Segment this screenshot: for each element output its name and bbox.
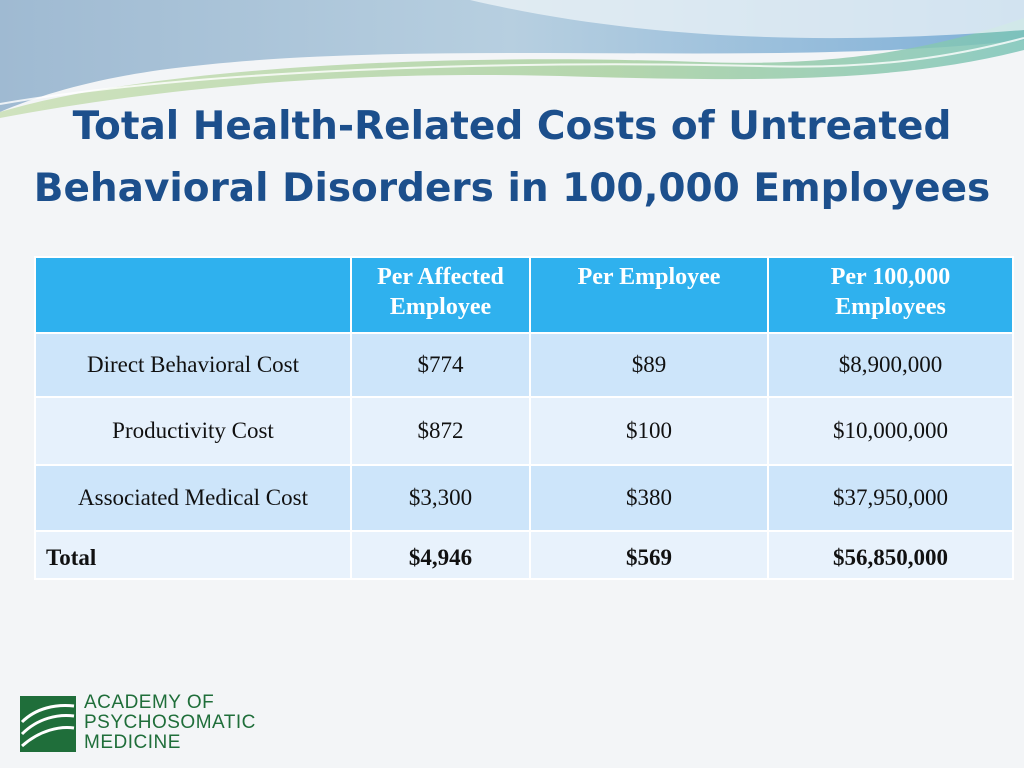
header-per-affected-employee-label: Per Affected Employee <box>377 264 504 320</box>
table-row-productivity-cost <box>35 397 1013 465</box>
cell-per-100000-employees: $8,900,000 <box>768 333 1013 397</box>
total-per-affected-employee: $4,946 <box>351 531 530 579</box>
cell-per-100000-employees: $37,950,000 <box>768 465 1013 531</box>
logo-line-2: PSYCHOSOMATIC <box>84 712 256 733</box>
academy-logo <box>20 690 260 756</box>
cell-per-affected-employee: $872 <box>351 397 530 465</box>
logo-line-3: MEDICINE <box>84 732 181 753</box>
slide-title <box>0 96 1024 220</box>
row-label: Direct Behavioral Cost <box>35 333 351 397</box>
cell-per-employee: $380 <box>530 465 768 531</box>
academy-logo-icon <box>20 696 76 752</box>
row-label: Associated Medical Cost <box>35 465 351 531</box>
cell-per-affected-employee: $3,300 <box>351 465 530 531</box>
table-row-total <box>35 531 1013 579</box>
row-label: Productivity Cost <box>35 397 351 465</box>
total-per-100000-employees: $56,850,000 <box>768 531 1013 579</box>
table-header-row <box>35 257 1013 333</box>
table-row-associated-medical-cost <box>35 465 1013 531</box>
cost-table <box>34 256 1014 580</box>
slide-title-line-2: Behavioral Disorders in 100,000 Employees <box>33 166 991 211</box>
header-per-100000-employees-label: Per 100,000 Employees <box>830 264 951 320</box>
cell-per-100000-employees: $10,000,000 <box>768 397 1013 465</box>
academy-logo-text <box>84 693 256 753</box>
cell-per-affected-employee: $774 <box>351 333 530 397</box>
header-per-100000-employees <box>768 257 1013 333</box>
logo-line-1: ACADEMY OF <box>84 692 215 713</box>
total-label: Total <box>35 531 351 579</box>
header-cell-blank <box>35 257 351 333</box>
header-per-affected-employee <box>351 257 530 333</box>
total-per-employee: $569 <box>530 531 768 579</box>
header-per-employee: Per Employee <box>530 257 768 333</box>
table-row-direct-behavioral-cost <box>35 333 1013 397</box>
slide-title-line-1: Total Health-Related Costs of Untreated <box>72 104 952 149</box>
cell-per-employee: $89 <box>530 333 768 397</box>
cell-per-employee: $100 <box>530 397 768 465</box>
